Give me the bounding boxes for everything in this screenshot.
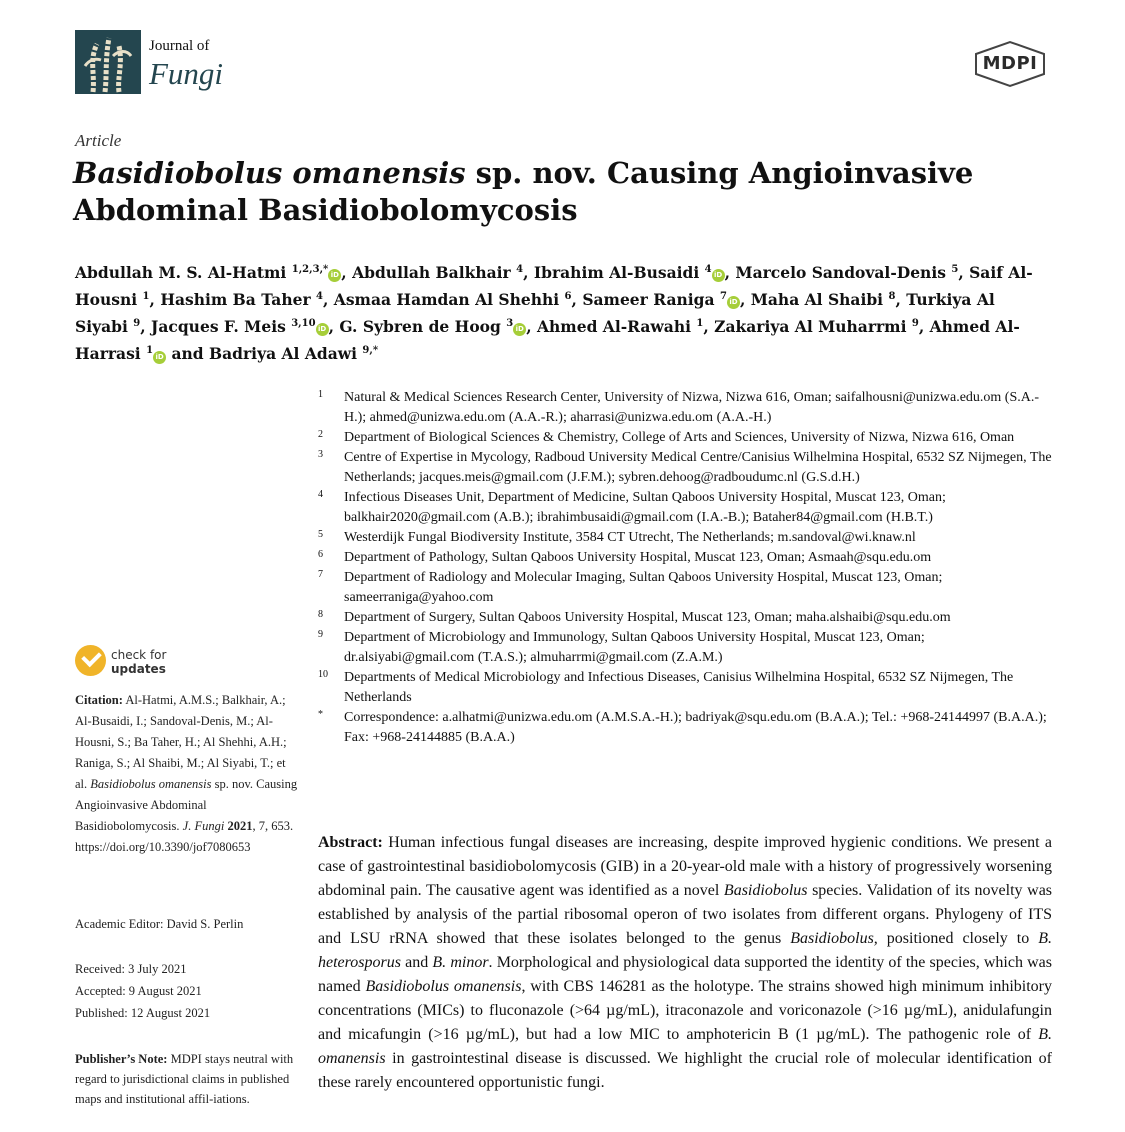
- affiliation-number: 3: [318, 449, 323, 460]
- author-affiliation-sup: 9,*: [362, 345, 379, 357]
- orcid-icon[interactable]: iD: [316, 323, 329, 336]
- citation-authors: Al-Hatmi, A.M.S.; Balkhair, A.; Al-Busaidi, I.; Sandoval-Denis, M.; Al-Housni, S.; Ba Taher, H.; Al Shehhi, A.H.; Raniga, S.; Al Shaibi, M.; Al Siyabi, T.; et al.: [75, 693, 287, 791]
- abstract-italic: B. heterosporus: [318, 930, 1053, 971]
- publisher-note-text: MDPI stays neutral with regard to jurisdictional claims in published maps and institutional affil-iations.: [75, 1052, 294, 1106]
- abstract-italic: Basidiobolus omanensis: [365, 978, 522, 995]
- dates-block: [75, 958, 300, 1024]
- affiliation-item: [318, 488, 1058, 528]
- author-affiliation-sup: 1,2,3,*: [291, 264, 329, 275]
- check-updates-icon: [75, 645, 106, 676]
- affiliation-text: Centre of Expertise in Mycology, Radboud University Medical Centre/Canisius Wilhelmina Hospital, 6532 SZ Nijmegen, The Netherlands; jacques.meis@gmail.com (J.F.M.); sybren.dehoog@radboudumc.nl (G.S.d.H.): [344, 450, 1052, 485]
- author-name[interactable]: Asmaa Hamdan Al Shehhi: [333, 290, 560, 310]
- author-name[interactable]: Turkiya Al Siyabi: [75, 290, 995, 337]
- academic-editor: Academic Editor: David S. Perlin: [75, 917, 244, 931]
- author-affiliation-sup: 1: [696, 318, 704, 330]
- abstract-italic: B. minor: [432, 954, 489, 971]
- abstract-text: , with CBS 146281 as the holotype. The strains showed high minimum inhibitory concentrations (MICs) to fluconazole (>64 µg/mL), itraconazole and voriconazole (>16 µg/mL), anidulafungin and micafungin (>16 µg/mL), but had a low MIC to amphotericin B (1 µg/mL). The pathogenic role of: [318, 978, 1053, 1043]
- affiliation-text: Westerdijk Fungal Biodiversity Institute, 3584 CT Utrecht, The Netherlands; m.sandoval@wi.knaw.nl: [344, 530, 916, 545]
- abstract-text: Human infectious fungal diseases are increasing, despite improved hygienic conditions. We present a case of gastrointestinal basidiobolomycosis (GIB) in a 20-year-old male with a history of progressively worsening abdominal pain. The causative agent was identified as a novel: [318, 834, 1052, 899]
- affiliation-number: 6: [318, 549, 323, 560]
- author-affiliation-sup: 4: [516, 264, 524, 275]
- affiliation-text: Department of Microbiology and Immunology, Sultan Qaboos University Hospital, Muscat 123, Oman; dr.alsiyabi@gmail.com (T.A.S.); almuharrmi@gmail.com (Z.A.M.): [344, 630, 925, 665]
- citation-block: [75, 690, 300, 858]
- citation-title: sp. nov. Causing Angioinvasive Abdominal Basidiobolomycosis.: [75, 777, 298, 833]
- orcid-icon[interactable]: iD: [712, 269, 725, 282]
- abstract-text: . Morphological and physiological data supported the identity of the species, which was named: [318, 954, 1053, 995]
- affiliation-number: 1: [318, 389, 323, 400]
- author-name[interactable]: Marcelo Sandoval-Denis: [735, 263, 946, 283]
- affiliation-item: [318, 448, 1058, 488]
- check-updates-line1: check for: [111, 648, 167, 662]
- title-line2: Abdominal Basidiobolomycosis: [73, 193, 578, 227]
- orcid-icon[interactable]: iD: [727, 296, 740, 309]
- affiliation-number: 4: [318, 489, 323, 500]
- author-affiliation-sup: 1: [142, 291, 150, 303]
- abstract-italic: Basidiobolus,: [790, 930, 878, 947]
- journal-of-label: Journal of: [149, 38, 210, 54]
- author-name[interactable]: Abdullah M. S. Al-Hatmi: [75, 263, 287, 283]
- abstract-italic: B. omanensis: [318, 1026, 1052, 1067]
- author-name[interactable]: Jacques F. Meis: [151, 317, 286, 337]
- citation-species: Basidiobolus omanensis: [90, 777, 212, 791]
- title-rest: sp. nov. Causing Angioinvasive: [465, 156, 974, 190]
- author-name[interactable]: Sameer Raniga: [582, 290, 715, 310]
- author-affiliation-sup: 3: [506, 318, 514, 330]
- affiliation-number: 7: [318, 569, 323, 580]
- citation-label: Citation:: [75, 693, 123, 707]
- abstract-text: species. Validation of its novelty was established by analysis of the partial ribosomal operon of two isolates from different organs. Phylogeny of ITS and LSU rRNA showed that these isolates belonged to the genus: [318, 882, 1053, 947]
- affiliation-item: [318, 668, 1058, 708]
- author-affiliation-sup: 9: [133, 318, 141, 330]
- abstract-text: positioned closely to: [886, 930, 1030, 947]
- journal-name: Fungi: [149, 56, 224, 91]
- author-name[interactable]: Maha Al Shaibi: [750, 290, 884, 310]
- author-name[interactable]: Saif Al-Housni: [75, 263, 1033, 310]
- author-name[interactable]: G. Sybren de Hoog: [339, 317, 501, 337]
- title-species: Basidiobolus omanensis: [73, 156, 466, 190]
- affiliation-item: [318, 428, 1058, 448]
- author-list: Abdullah M. S. Al-Hatmi $^{1,2,3,*}$iD , Abdullah Balkhair $^4$, Ibrahim Al-Busaidi $^4$iD , Marcelo Sandoval-Denis $^5$, Saif Al-Housni $^1$, Hashim Ba Taher $^4$, Asmaa Hamdan Al Shehhi $^6$, Sameer Raniga $^7$iD , Maha Al Shaibi $^8$, Turkiya Al Siyabi $^9$, Jacques F. Meis $^{3,10}$iD , G. Sybren de Hoog $^3$iD , Ahmed Al-Rawahi $^1$, Zakariya Al Muharrmi $^9$, Ahmed Al-Harrasi $^1$iD and Badriya Al Adawi $^{9,*}$: [75, 263, 1033, 364]
- author-name[interactable]: Abdullah Balkhair: [352, 263, 511, 283]
- author-affiliation-sup: 4: [704, 264, 712, 275]
- date-received: Received: 3 July 2021: [75, 962, 187, 976]
- journal-header: [75, 28, 1050, 98]
- check-updates-line2: updates: [111, 662, 166, 676]
- affiliation-text: Department of Pathology, Sultan Qaboos University Hospital, Muscat 123, Oman; Asmaah@squ.edu.om: [344, 550, 932, 565]
- citation-journal: J. Fungi: [182, 819, 225, 833]
- affiliation-number: 5: [318, 529, 323, 540]
- affiliation-item: [318, 388, 1058, 428]
- date-published: Published: 12 August 2021: [75, 1006, 211, 1020]
- author-affiliation-sup: 7: [719, 291, 727, 303]
- affiliation-text: Departments of Medical Microbiology and Infectious Diseases, Canisius Wilhelmina Hospital, 6532 SZ Nijmegen, The Netherlands: [344, 670, 1014, 705]
- author-affiliation-sup: 5: [951, 264, 959, 275]
- authors-and: and: [171, 344, 204, 364]
- article-type: Article: [75, 131, 122, 150]
- author-affiliation-sup: 9: [911, 318, 919, 330]
- author-affiliation-sup: 1: [146, 345, 154, 357]
- author-affiliation-sup: 4: [316, 291, 323, 303]
- abstract-italic: Basidiobolus: [723, 882, 808, 899]
- affiliation-item: [318, 528, 1058, 548]
- affiliation-number: 8: [318, 609, 323, 620]
- article-title: [73, 155, 1013, 229]
- author-name[interactable]: Ahmed Al-Harrasi: [75, 317, 1020, 364]
- affiliation-text: Correspondence: a.alhatmi@unizwa.edu.om (A.M.S.A.-H.); badriyak@squ.edu.om (B.A.A.); Tel.: +968-24144997 (B.A.A.); Fax: +968-24144885 (B.A.A.): [344, 710, 1047, 745]
- author-name[interactable]: Badriya Al Adawi: [209, 344, 357, 364]
- affiliation-number: *: [318, 709, 323, 720]
- journal-logo-icon: [75, 30, 141, 94]
- affiliation-item: [318, 628, 1058, 668]
- author-name[interactable]: Hashim Ba Taher: [160, 290, 311, 310]
- orcid-icon[interactable]: iD: [328, 269, 341, 282]
- abstract-label: Abstract:: [318, 834, 383, 851]
- abstract: [318, 831, 1052, 1095]
- affiliation-text: Infectious Diseases Unit, Department of Medicine, Sultan Qaboos University Hospital, Muscat 123, Oman; balkhair2020@gmail.com (A.B.); ibrahimbusaidi@gmail.com (I.A.-B.); Bataher84@gmail.com (H.B.T.): [344, 490, 946, 525]
- publisher-note: [75, 1049, 300, 1109]
- date-accepted: Accepted: 9 August 2021: [75, 984, 202, 998]
- author-name[interactable]: Ibrahim Al-Busaidi: [533, 263, 700, 283]
- citation-year: 2021: [227, 819, 253, 833]
- orcid-icon[interactable]: iD: [153, 351, 166, 364]
- affiliation-text: Department of Surgery, Sultan Qaboos University Hospital, Muscat 123, Oman; maha.alshaibi@squ.edu.om: [344, 610, 951, 625]
- orcid-icon[interactable]: iD: [513, 323, 526, 336]
- affiliation-item: [318, 708, 1058, 748]
- affiliations: [318, 388, 1058, 748]
- author-name[interactable]: Zakariya Al Muharrmi: [714, 317, 907, 337]
- affiliation-text: Natural & Medical Sciences Research Center, University of Nizwa, Nizwa 616, Oman; saifalhousni@unizwa.edu.om (S.A.-H.); ahmed@unizwa.edu.om (A.A.-R.); aharrasi@unizwa.edu.om (A.A.-H.): [344, 390, 1040, 425]
- affiliation-item: [318, 568, 1058, 608]
- author-affiliation-sup: 3,10: [291, 318, 316, 330]
- affiliation-number: 2: [318, 429, 323, 440]
- abstract-text: and: [405, 954, 429, 971]
- publisher-note-label: Publisher’s Note:: [75, 1052, 168, 1066]
- check-for-updates-button[interactable]: [75, 645, 275, 681]
- mdpi-logo-text: MDPI: [982, 53, 1038, 74]
- author-name[interactable]: Ahmed Al-Rawahi: [537, 317, 691, 337]
- affiliation-number: 10: [318, 669, 328, 680]
- author-affiliation-sup: 6: [564, 291, 572, 303]
- affiliation-text: Department of Biological Sciences & Chemistry, College of Arts and Sciences, University of Nizwa, Nizwa 616, Oman: [344, 430, 1015, 445]
- abstract-text: in gastrointestinal disease is discussed. We highlight the crucial role of molecular identification of these rarely encountered opportunistic fungi.: [318, 1050, 1053, 1091]
- affiliation-item: [318, 608, 1058, 628]
- author-affiliation-sup: 8: [888, 291, 896, 303]
- affiliation-item: [318, 548, 1058, 568]
- affiliation-number: 9: [318, 629, 323, 640]
- mdpi-logo[interactable]: [970, 40, 1050, 88]
- affiliation-text: Department of Radiology and Molecular Imaging, Sultan Qaboos University Hospital, Muscat 123, Oman; sameerraniga@yahoo.com: [344, 570, 943, 605]
- citation-doi[interactable]: , 7, 653. https://doi.org/10.3390/jof7080653: [75, 819, 294, 854]
